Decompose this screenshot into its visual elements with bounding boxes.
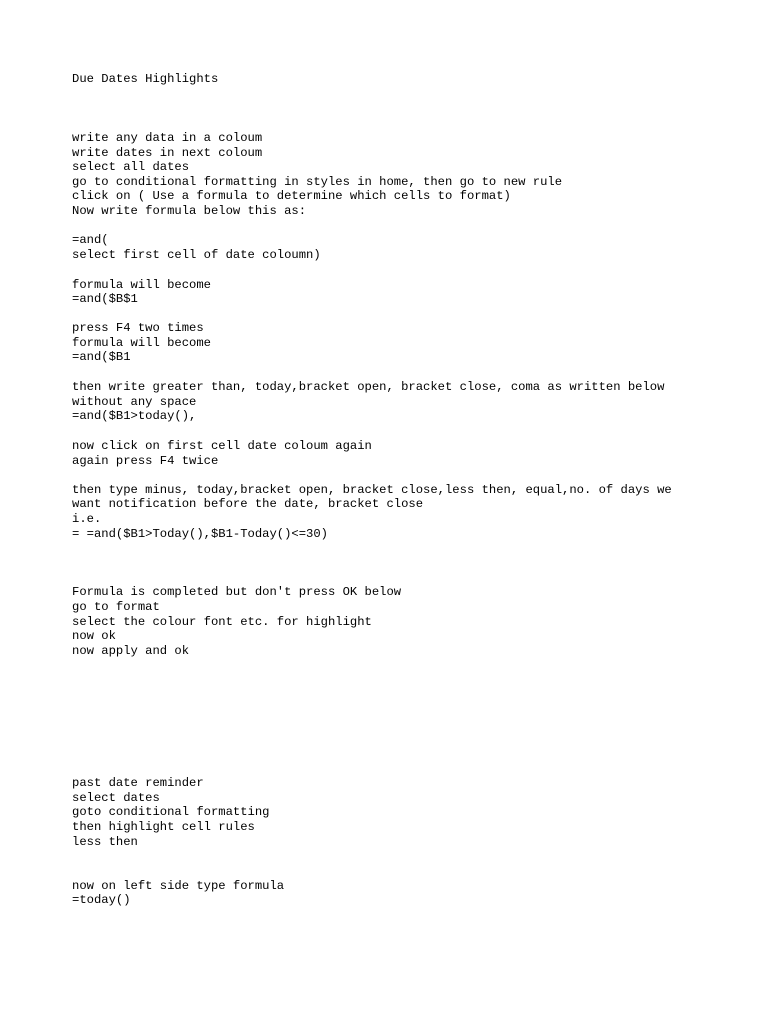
text-line: press F4 two times: [72, 321, 204, 335]
text-line: Formula is completed but don't press OK below: [72, 585, 402, 599]
text-line: less then: [72, 835, 138, 849]
text-line: =and($B1>today(),: [72, 409, 197, 423]
text-line: now click on first cell date coloum again: [72, 439, 372, 453]
text-line: then highlight cell rules: [72, 820, 255, 834]
text-line: want notification before the date, bracket close: [72, 497, 424, 511]
document-title: Due Dates Highlights: [72, 72, 219, 86]
text-line: formula will become: [72, 278, 211, 292]
text-line: go to format: [72, 600, 160, 614]
text-line: write any data in a coloum: [72, 131, 263, 145]
text-line: again press F4 twice: [72, 454, 219, 468]
text-line: = =and($B1>Today(),$B1-Today()<=30): [72, 527, 328, 541]
text-line: =and($B$1: [72, 292, 138, 306]
text-line: Now write formula below this as:: [72, 204, 307, 218]
text-line: then write greater than, today,bracket open, bracket close, coma as written below: [72, 380, 665, 394]
text-line: click on ( Use a formula to determine which cells to format): [72, 189, 511, 203]
text-line: select dates: [72, 791, 160, 805]
text-line: select all dates: [72, 160, 190, 174]
text-line: now ok: [72, 629, 116, 643]
text-line: now on left side type formula: [72, 879, 285, 893]
text-line: select the colour font etc. for highlight: [72, 615, 372, 629]
text-line: goto conditional formatting: [72, 805, 270, 819]
text-line: then type minus, today,bracket open, bracket close,less then, equal,no. of days we: [72, 483, 672, 497]
text-line: go to conditional formatting in styles in home, then go to new rule: [72, 175, 563, 189]
text-line: write dates in next coloum: [72, 146, 263, 160]
text-line: without any space: [72, 395, 197, 409]
text-line: =and(: [72, 233, 109, 247]
text-line: select first cell of date coloumn): [72, 248, 321, 262]
text-line: =today(): [72, 893, 131, 907]
text-line: formula will become: [72, 336, 211, 350]
text-line: now apply and ok: [72, 644, 190, 658]
text-line: i.e.: [72, 512, 102, 526]
text-line: past date reminder: [72, 776, 204, 790]
text-line: =and($B1: [72, 350, 131, 364]
